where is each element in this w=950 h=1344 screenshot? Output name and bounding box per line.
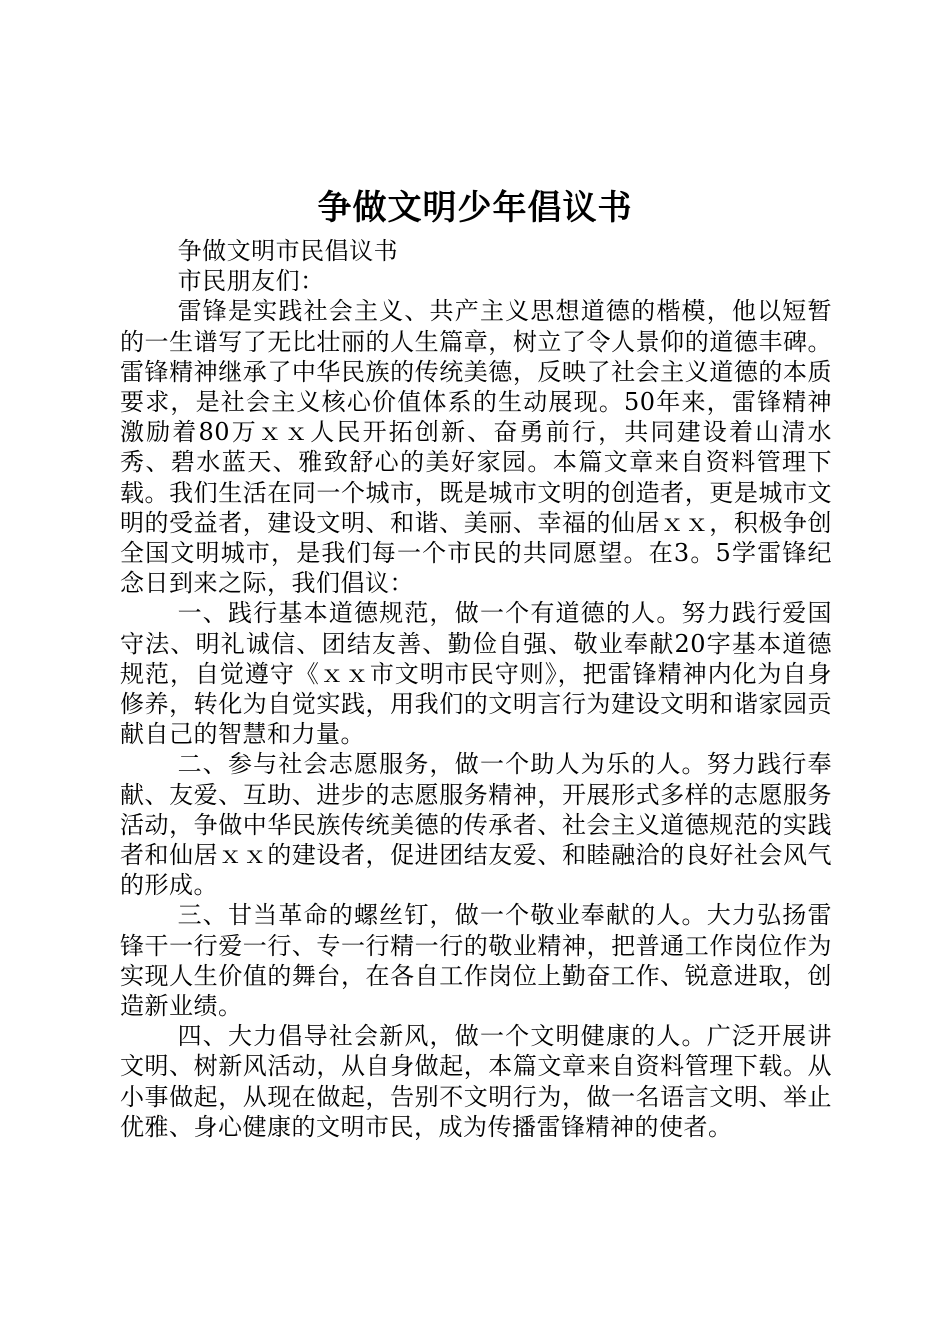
document-title: 争做文明少年倡议书 <box>317 188 633 228</box>
document-body <box>120 236 832 1142</box>
paragraph-intro: 雷锋是实践社会主义、共产主义思想道德的楷模，他以短暂的一生谱写了无比壮丽的人生篇章，树立了令人景仰的道德丰碑。雷锋精神继承了中华民族的传统美德，反映了社会主义道德的本质要求，是社会主义核心价值体系的生动展现。50年来，雷锋精神激励着80万ｘｘ人民开拓创新、奋勇前行，共同建设着山清水秀、碧水蓝天、雅致舒心的美好家园。本篇文章来自资料管理下载。我们生活在同一个城市，既是城市文明的创造者，更是城市文明的受益者，建设文明、和谐、美丽、幸福的仙居ｘｘ，积极争创全国文明城市，是我们每一个市民的共同愿望。在3。5学雷锋纪念日到来之际，我们倡议： <box>120 297 832 598</box>
paragraph-proposal-4: 四、大力倡导社会新风，做一个文明健康的人。广泛开展讲文明、树新风活动，从自身做起，本篇文章来自资料管理下载。从小事做起，从现在做起，告别不文明行为，做一名语言文明、举止优雅、身心健康的文明市民，成为传播雷锋精神的使者。 <box>120 1022 832 1141</box>
paragraph-subtitle: 争做文明市民倡议书 <box>177 237 399 265</box>
paragraph-proposal-3: 三、甘当革命的螺丝钉，做一个敬业奉献的人。大力弘扬雷锋干一行爱一行、专一行精一行的敬业精神，把普通工作岗位作为实现人生价值的舞台，在各自工作岗位上勤奋工作、锐意进取，创造新业绩。 <box>120 901 832 1021</box>
paragraph-proposal-2: 二、参与社会志愿服务，做一个助人为乐的人。努力践行奉献、友爱、互助、进步的志愿服务精神，开展形式多样的志愿服务活动，争做中华民族传统美德的传承者、社会主义道德规范的实践者和仙居ｘｘ的建设者，促进团结友爱、和睦融洽的良好社会风气的形成。 <box>120 750 832 900</box>
paragraph-proposal-1: 一、践行基本道德规范，做一个有道德的人。努力践行爱国守法、明礼诚信、团结友善、勤俭自强、敬业奉献20字基本道德规范，自觉遵守《ｘｘ市文明市民守则》，把雷锋精神内化为自身修养，转化为自觉实践，用我们的文明言行为建设文明和谐家园贡献自己的智慧和力量。 <box>120 599 832 749</box>
paragraph-salutation: 市民朋友们： <box>177 267 325 296</box>
